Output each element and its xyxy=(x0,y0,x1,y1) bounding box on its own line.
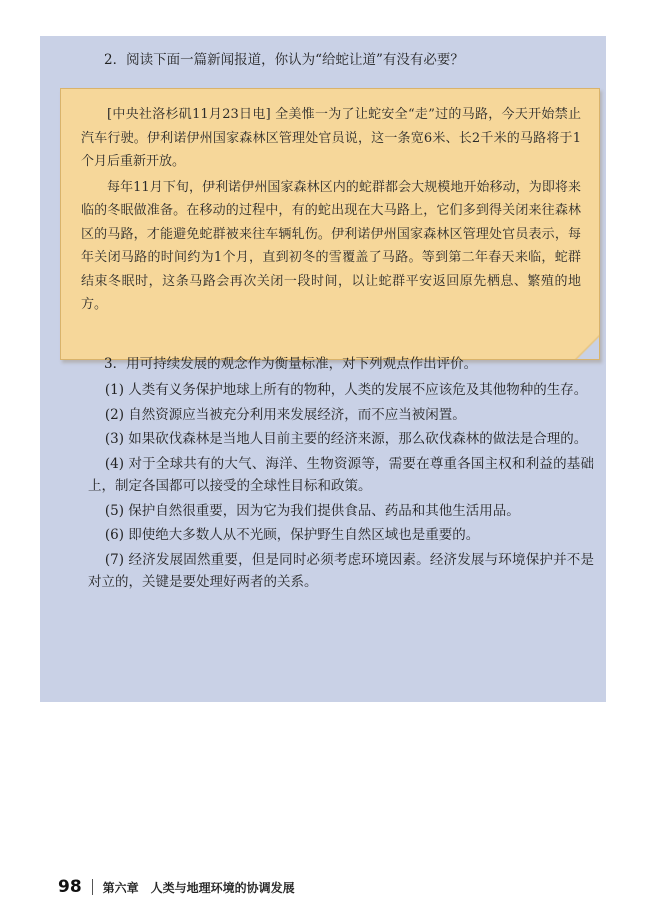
question-3-item-4: (4) 对于全球共有的大气、海洋、生物资源等，需要在尊重各国主权和利益的基础上，制定各国都可以接受的全球性目标和政策。 xyxy=(88,455,594,494)
question-3-item-7: (7) 经济发展固然重要，但是同时必须考虑环境因素。经济发展与环境保护并不是对立的，关键是要处理好两者的关系。 xyxy=(88,551,594,590)
page-curl-decoration xyxy=(574,334,600,360)
news-paragraph-1: [中央社洛杉矶11月23日电] 全美惟一为了让蛇安全“走”过的马路，今天开始禁止汽车行驶。伊利诺伊州国家森林区管理处官员说，这一条宽6米、长2千米的马路将于1个月后重新开放。 xyxy=(81,107,581,169)
question-2-heading: 2．阅读下面一篇新闻报道，你认为“给蛇让道”有没有必要？ xyxy=(104,52,464,68)
page-number: 98 xyxy=(58,877,82,897)
footer-divider xyxy=(92,879,93,895)
news-report-box xyxy=(60,88,600,360)
page-footer xyxy=(58,876,295,898)
chapter-title: 第六章 人类与地理环境的协调发展 xyxy=(102,880,295,895)
question-3-item-5: (5) 保护自然很重要，因为它为我们提供食品、药品和其他生活用品。 xyxy=(104,502,520,519)
question-3-item-2: (2) 自然资源应当被充分利用来发展经济，而不应当被闲置。 xyxy=(104,406,466,423)
news-paragraph-2: 每年11月下旬，伊利诺伊州国家森林区内的蛇群都会大规模地开始移动，为即将来临的冬眠做准备。在移动的过程中，有的蛇出现在大马路上，它们多到得关闭来往森林区的马路，才能避免蛇群被来往车辆轧伤。伊利诺伊州国家森林区管理处官员表示，每年关闭马路的时间约为1个月，直到初冬的雪覆盖了马路。等到第二年春天来临，蛇群结束冬眠时，这条马路会再次关闭一段时间，以让蛇群平安返回原先栖息、繁殖的地方。 xyxy=(81,179,581,312)
question-3-item-6: (6) 即使绝大多数人从不光顾，保护野生自然区域也是重要的。 xyxy=(104,527,480,543)
question-3-items xyxy=(88,379,594,596)
question-3-item-3: (3) 如果砍伐森林是当地人目前主要的经济来源，那么砍伐森林的做法是合理的。 xyxy=(104,431,588,447)
question-3-item-1: (1) 人类有义务保护地球上所有的物种，人类的发展不应该危及其他物种的生存。 xyxy=(104,382,588,398)
question-3-heading: 3．用可持续发展的观念作为衡量标准，对下列观点作出评价。 xyxy=(104,356,478,372)
exercise-panel xyxy=(40,36,606,702)
